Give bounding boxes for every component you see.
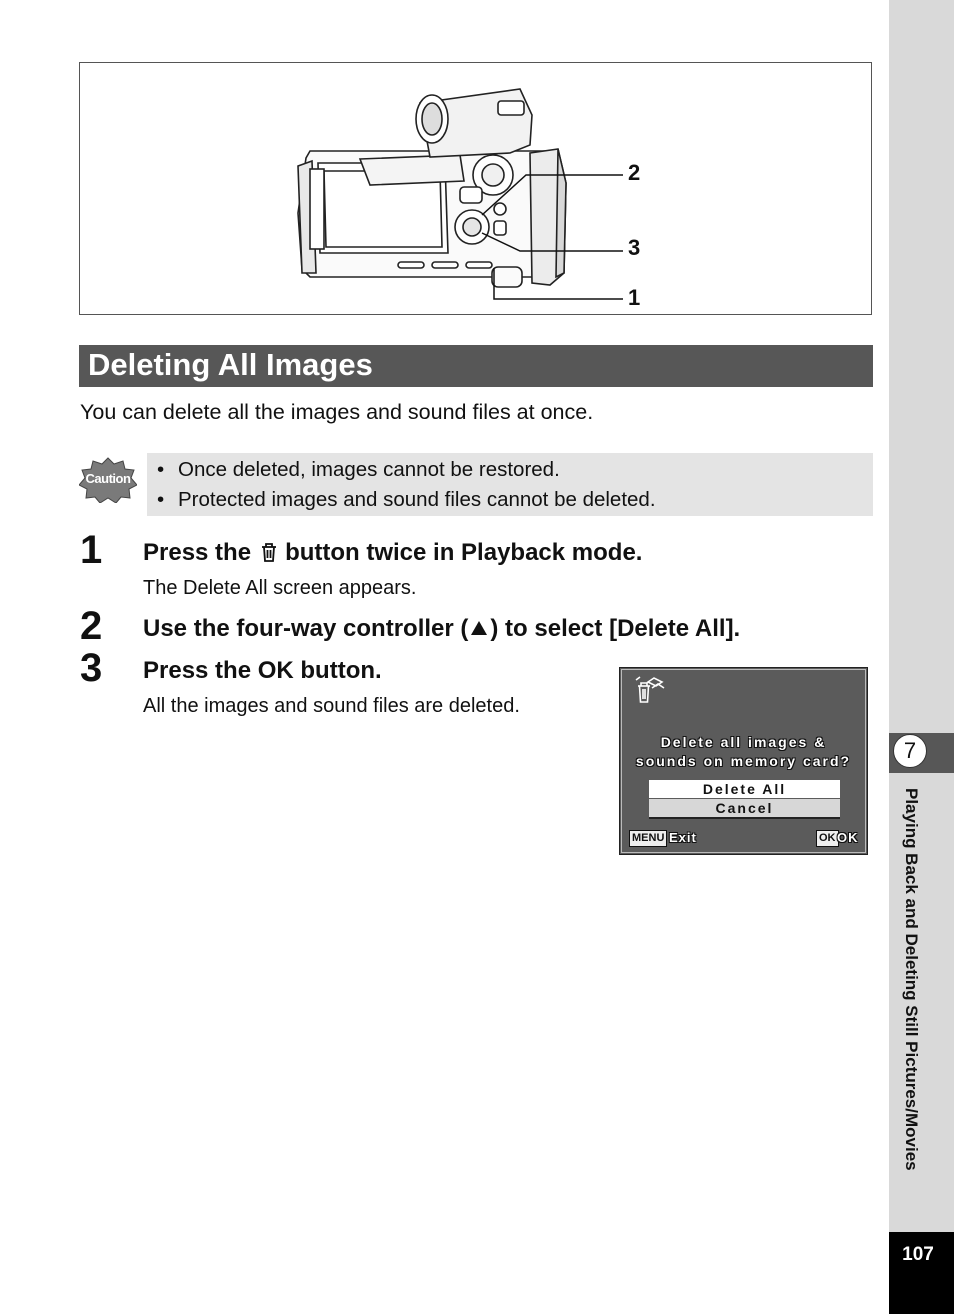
caution-icon-label: Caution xyxy=(85,471,131,486)
lcd-ok-label: OK xyxy=(837,830,859,845)
step-1-number: 1 xyxy=(80,528,103,572)
step-2-number: 2 xyxy=(80,604,103,648)
caution-item: • Protected images and sound files cannot be deleted. xyxy=(157,488,656,511)
chapter-number: 7 xyxy=(893,734,927,768)
step-3-title: Press the OK button. xyxy=(143,657,382,684)
lcd-message-line-1: Delete all images & xyxy=(660,734,827,750)
chapter-title: Playing Back and Deleting Still Pictures/Movies xyxy=(902,788,921,1171)
callout-label-1: 1 xyxy=(628,285,641,310)
step-1-title: Press the button twice in Playback mode. xyxy=(143,538,642,571)
camera-figure xyxy=(79,62,872,315)
caution-item: • Once deleted, images cannot be restored. xyxy=(157,458,560,481)
step-2-title: Use the four-way controller ( ) to select [Delete All]. xyxy=(143,615,741,642)
ok-key-icon: OK xyxy=(816,830,839,847)
lcd-message-line-2: sounds on memory card? xyxy=(635,753,852,769)
step-3-number: 3 xyxy=(80,646,103,690)
trash-icon xyxy=(259,541,279,571)
step-1-description: The Delete All screen appears. xyxy=(143,577,417,599)
lcd-option-cancel[interactable]: Cancel xyxy=(649,799,840,819)
lcd-exit-label: Exit xyxy=(669,830,697,845)
delete-all-icon xyxy=(632,676,666,711)
step-3-description: All the images and sound files are deleted. xyxy=(143,695,520,717)
up-arrow-icon xyxy=(470,614,488,644)
caution-icon xyxy=(79,457,137,503)
camera-illustration xyxy=(80,63,873,316)
callout-label-3: 3 xyxy=(628,235,641,260)
lcd-delete-all-screen xyxy=(619,667,868,855)
callout-label-2: 2 xyxy=(628,160,641,185)
section-intro: You can delete all the images and sound files at once. xyxy=(80,400,594,424)
caution-box xyxy=(147,453,873,516)
page-number: 107 xyxy=(902,1244,934,1265)
section-title: Deleting All Images xyxy=(79,345,873,387)
menu-key-icon: MENU xyxy=(629,830,667,847)
lcd-option-delete-all[interactable]: Delete All xyxy=(649,780,840,798)
